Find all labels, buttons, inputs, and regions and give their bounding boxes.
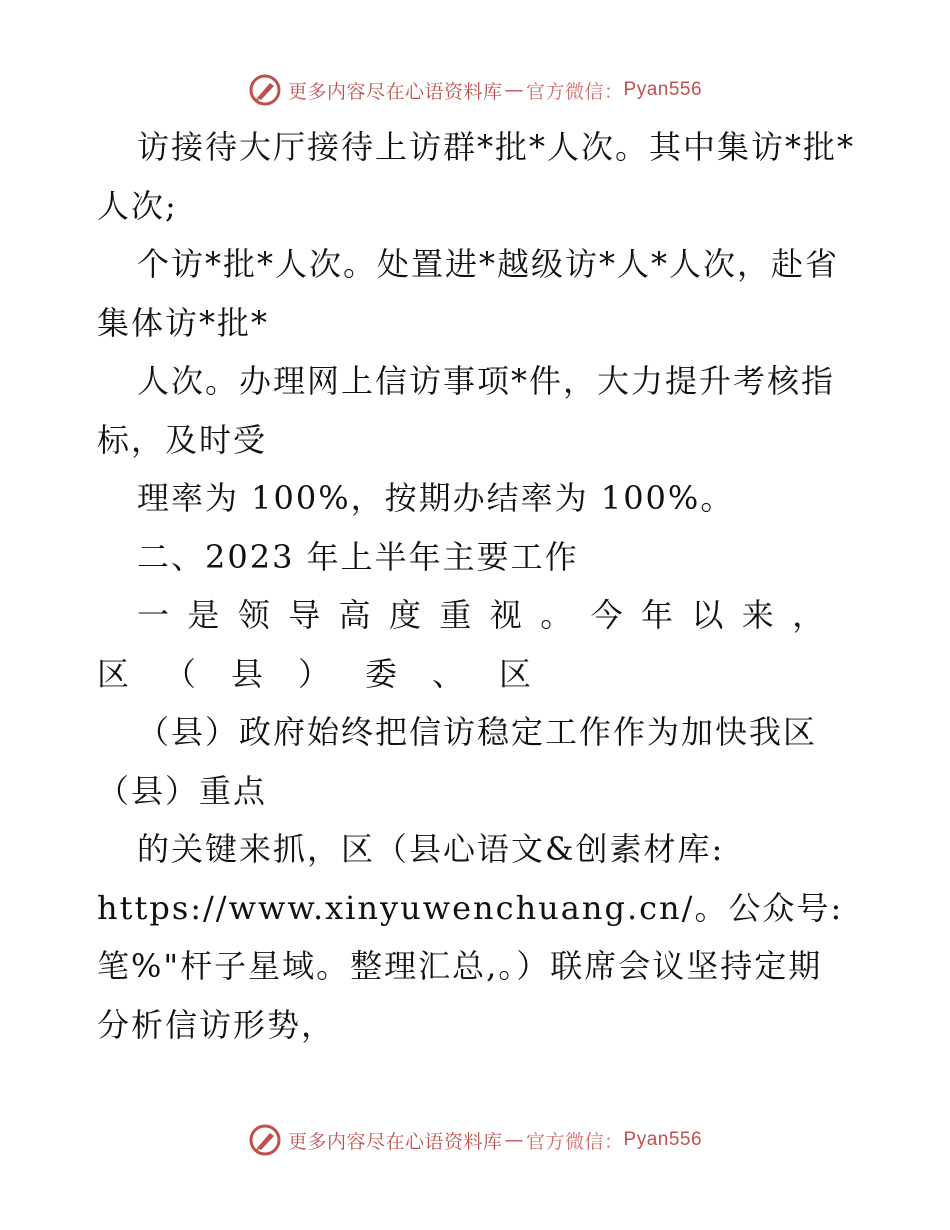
watermark-main-text: 更多内容尽在心语资料库 (287, 1130, 503, 1153)
body-line: 集体访*批* (97, 303, 270, 342)
body-line: 个访*批*人次。处置进*越级访*人*人次，赴省 (137, 245, 840, 283)
body-line: 一是领导高度重视。今年以来， (137, 596, 843, 634)
pen-logo-icon (248, 1123, 282, 1157)
watermark-official-label: 官方微信 (525, 80, 604, 103)
body-line: 分析信访形势， (97, 1005, 336, 1044)
body-line: https://www.xinyuwenchuang.cn/。公众号: (97, 888, 844, 927)
body-line: 人次。办理网上信访事项*件，大力提升考核指 (137, 362, 836, 400)
watermark-dash: — (504, 1129, 524, 1151)
watermark-colon: ： (604, 80, 624, 103)
footer-watermark (0, 1120, 950, 1160)
watermark-official-label: 官方微信 (525, 1130, 604, 1153)
document-body (97, 118, 856, 1054)
watermark-dash: — (504, 79, 524, 101)
watermark-colon: ： (604, 1130, 624, 1153)
watermark-account: Pyan556 (623, 79, 703, 100)
body-line: 区（县）委、区 (97, 654, 567, 693)
body-line: 笔%"杆子星域。整理汇总,。）联席会议坚持定期 (97, 947, 823, 985)
body-line: 的关键来抓，区（县心语文&创素材库: (137, 830, 725, 868)
body-line: 理率为 100%，按期办结率为 100%。 (137, 479, 735, 517)
body-line: 访接待大厅接待上访群*批*人次。其中集访*批* (137, 128, 856, 166)
body-line: 人次; (97, 186, 178, 225)
watermark-main-text: 更多内容尽在心语资料库 (287, 80, 503, 103)
pen-logo-icon (248, 73, 282, 107)
body-line: （县）政府始终把信访稳定工作作为加快我区 (137, 713, 818, 751)
watermark-account: Pyan556 (623, 1129, 703, 1150)
body-line: （县）重点 (97, 771, 268, 810)
body-line: 标，及时受 (97, 420, 268, 459)
section-heading: 二、2023 年上半年主要工作 (137, 537, 579, 576)
header-watermark (0, 70, 950, 110)
